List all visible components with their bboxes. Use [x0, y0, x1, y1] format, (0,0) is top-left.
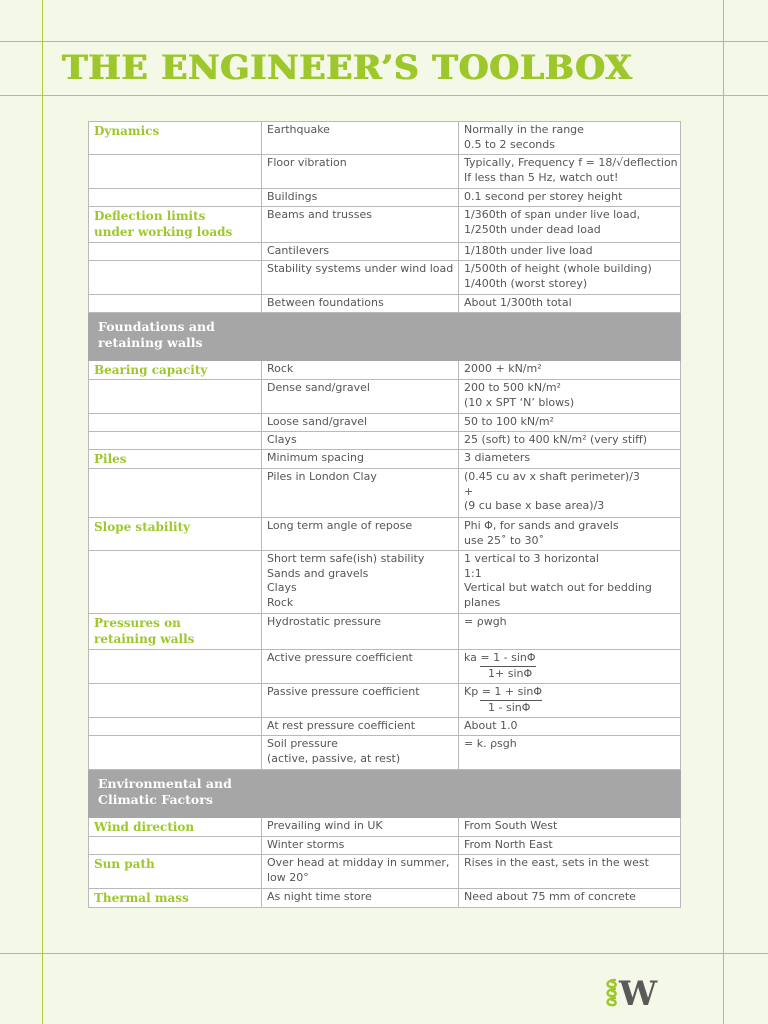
table-row — [89, 414, 681, 432]
value-cell: Normally in the range 0.5 to 2 seconds — [459, 122, 681, 155]
value-cell: 200 to 500 kN/m² (10 x SPT ‘N’ blows) — [459, 380, 681, 414]
table-row — [89, 684, 681, 718]
item-cell: Dense sand/gravel — [262, 380, 459, 414]
value-cell: = ρwgh — [459, 614, 681, 650]
logo-letter: W — [619, 974, 658, 1010]
category-cell — [89, 155, 262, 189]
table-row — [89, 295, 681, 313]
category-cell — [89, 432, 262, 450]
value-cell: Need about 75 mm of concrete — [459, 889, 681, 908]
item-cell: Rock — [262, 361, 459, 380]
table-row — [89, 736, 681, 770]
item-cell: Over head at midday in summer, low 20° — [262, 855, 459, 889]
item-cell: At rest pressure coefficient — [262, 718, 459, 736]
item-cell: Active pressure coefficient — [262, 650, 459, 684]
value-cell: 2000 + kN/m² — [459, 361, 681, 380]
twisted-spring-w-logo-icon — [608, 980, 616, 1005]
category-cell — [89, 718, 262, 736]
table-row — [89, 855, 681, 889]
page-title: THE ENGINEER’S TOOLBOX — [62, 48, 633, 88]
category-cell — [89, 736, 262, 770]
item-cell: Minimum spacing — [262, 450, 459, 469]
table-row — [89, 818, 681, 837]
value-cell: = k. ρsgh — [459, 736, 681, 770]
value-cell: 1 vertical to 3 horizontal 1:1 Vertical but watch out for bedding planes — [459, 551, 681, 614]
value-cell: (0.45 cu av x shaft perimeter)/3 + (9 cu base x base area)/3 — [459, 469, 681, 518]
table-row — [89, 122, 681, 155]
item-cell: Earthquake — [262, 122, 459, 155]
category-cell: Thermal mass — [89, 889, 262, 908]
table-row — [89, 261, 681, 295]
item-cell: Long term angle of repose — [262, 518, 459, 551]
section-title: Foundations and retaining walls — [89, 313, 681, 361]
item-cell: Prevailing wind in UK — [262, 818, 459, 837]
value-cell: Typically, Frequency f = 18/√deflection If less than 5 Hz, watch out! — [459, 155, 681, 189]
table-row — [89, 450, 681, 469]
category-cell: Wind direction — [89, 818, 262, 837]
table-row — [89, 718, 681, 736]
page-guide-right — [723, 0, 724, 1024]
category-cell — [89, 684, 262, 718]
value-cell: About 1/300th total — [459, 295, 681, 313]
table-row — [89, 518, 681, 551]
publisher-logo — [603, 974, 673, 1010]
value-cell: 3 diameters — [459, 450, 681, 469]
passive-coefficient-formula: $\frac{Kp = 1 + \sin\Phi}{1 - \sin\Phi}$ — [464, 685, 543, 714]
table-row — [89, 837, 681, 855]
item-cell: Short term safe(ish) stability Sands and gravels Clays Rock — [262, 551, 459, 614]
item-cell: Clays — [262, 432, 459, 450]
category-cell — [89, 295, 262, 313]
category-cell — [89, 261, 262, 295]
page-guide-bottom — [0, 953, 768, 954]
table-row — [89, 614, 681, 650]
item-cell: Beams and trusses — [262, 207, 459, 243]
item-cell: Between foundations — [262, 295, 459, 313]
item-cell: Buildings — [262, 189, 459, 207]
value-cell: From South West — [459, 818, 681, 837]
table-row — [89, 189, 681, 207]
value-cell: 0.1 second per storey height — [459, 189, 681, 207]
value-cell — [459, 650, 681, 684]
category-cell — [89, 414, 262, 432]
value-cell: About 1.0 — [459, 718, 681, 736]
category-cell — [89, 243, 262, 261]
value-cell: 50 to 100 kN/m² — [459, 414, 681, 432]
category-cell: Pressures on retaining walls — [89, 614, 262, 650]
item-cell: As night time store — [262, 889, 459, 908]
item-cell: Stability systems under wind load — [262, 261, 459, 295]
table-row — [89, 155, 681, 189]
value-cell: 1/180th under live load — [459, 243, 681, 261]
value-cell — [459, 684, 681, 718]
table-row — [89, 469, 681, 518]
item-cell: Winter storms — [262, 837, 459, 855]
value-cell: 1/500th of height (whole building) 1/400th (worst storey) — [459, 261, 681, 295]
table-row — [89, 380, 681, 414]
section-header-foundations — [89, 313, 681, 361]
category-cell — [89, 469, 262, 518]
item-cell: Soil pressure (active, passive, at rest) — [262, 736, 459, 770]
category-cell: Bearing capacity — [89, 361, 262, 380]
table-row — [89, 361, 681, 380]
section-header-environmental — [89, 770, 681, 818]
table-row — [89, 207, 681, 243]
page-guide-top — [0, 41, 768, 42]
category-cell — [89, 650, 262, 684]
value-cell: Phi Φ, for sands and gravels use 25˚ to 30˚ — [459, 518, 681, 551]
table-row — [89, 889, 681, 908]
category-cell: Slope stability — [89, 518, 262, 551]
item-cell: Floor vibration — [262, 155, 459, 189]
category-cell — [89, 551, 262, 614]
active-coefficient-formula: $\frac{ka = 1 - \sin\Phi}{1+ \sin\Phi}$ — [464, 651, 536, 680]
category-cell: Piles — [89, 450, 262, 469]
section-title: Environmental and Climatic Factors — [89, 770, 681, 818]
category-cell: Sun path — [89, 855, 262, 889]
item-cell: Loose sand/gravel — [262, 414, 459, 432]
item-cell: Passive pressure coefficient — [262, 684, 459, 718]
item-cell: Hydrostatic pressure — [262, 614, 459, 650]
table-row — [89, 432, 681, 450]
category-cell — [89, 380, 262, 414]
value-cell: 25 (soft) to 400 kN/m² (very stiff) — [459, 432, 681, 450]
category-cell: Deflection limits under working loads — [89, 207, 262, 243]
category-cell — [89, 837, 262, 855]
item-cell: Cantilevers — [262, 243, 459, 261]
toolbox-table — [88, 121, 681, 908]
table-row — [89, 243, 681, 261]
value-cell: 1/360th of span under live load, 1/250th under dead load — [459, 207, 681, 243]
value-cell: Rises in the east, sets in the west — [459, 855, 681, 889]
page-guide-title-bottom — [0, 95, 768, 96]
table-row — [89, 551, 681, 614]
category-cell — [89, 189, 262, 207]
category-cell: Dynamics — [89, 122, 262, 155]
table-row — [89, 650, 681, 684]
page-guide-left — [42, 0, 43, 1024]
item-cell: Piles in London Clay — [262, 469, 459, 518]
value-cell: From North East — [459, 837, 681, 855]
